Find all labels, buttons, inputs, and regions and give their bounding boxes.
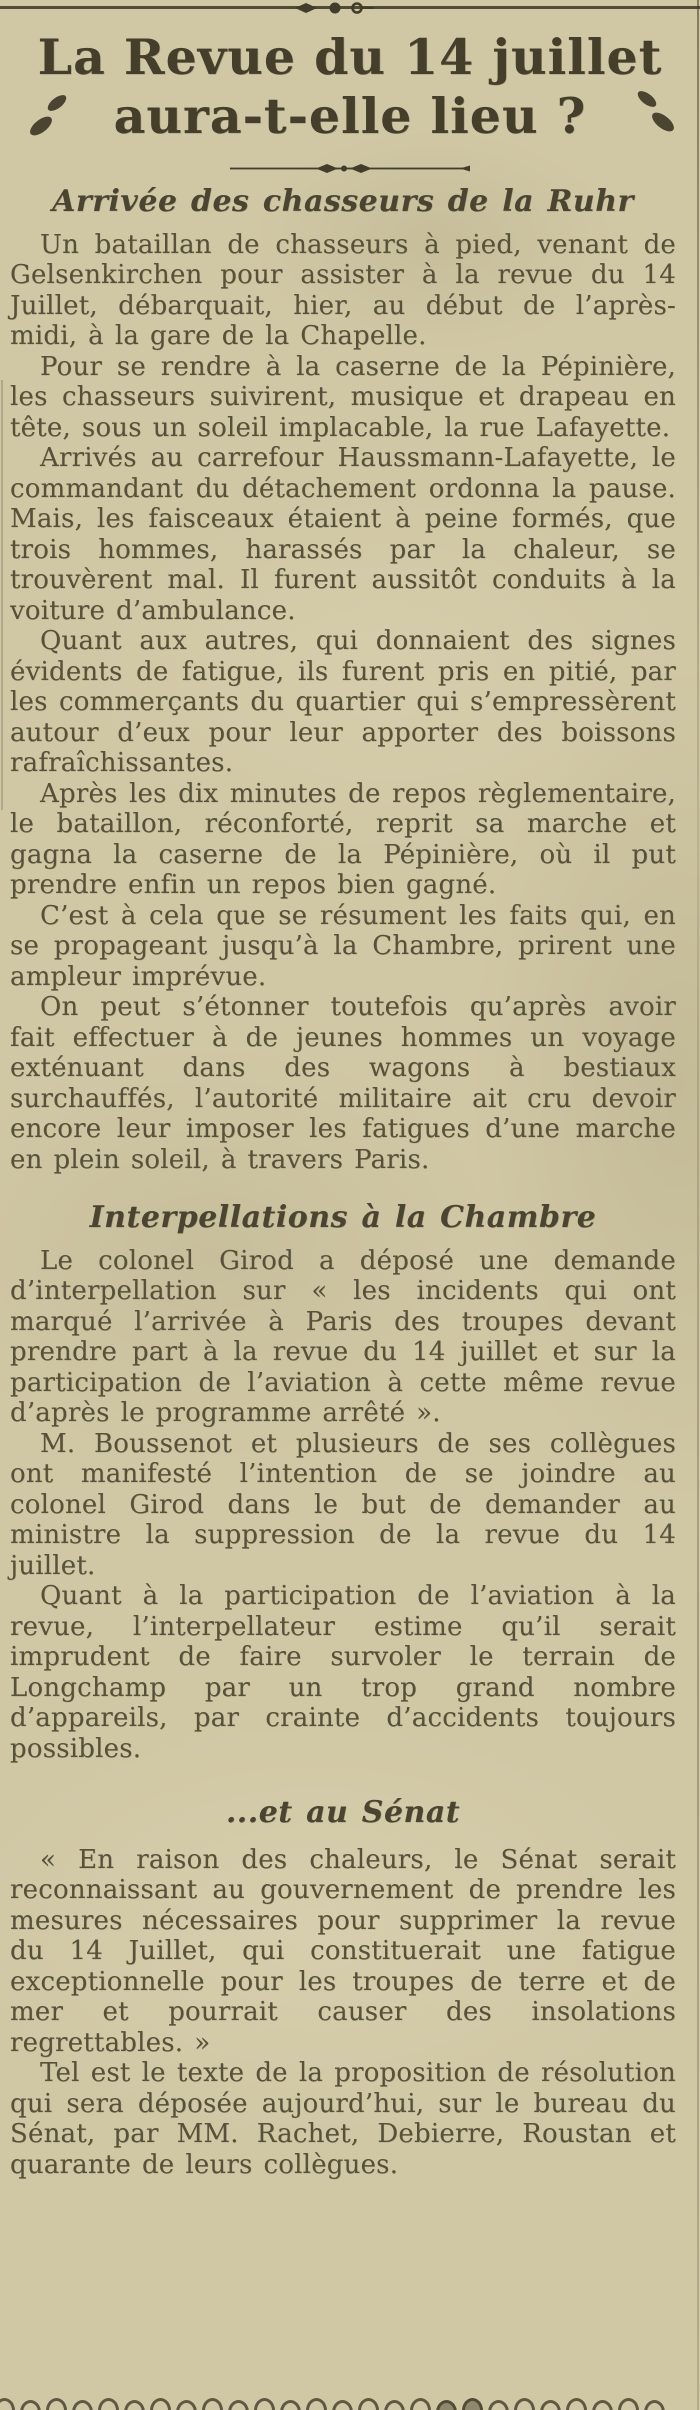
- title-divider: [230, 160, 470, 173]
- circle-ornament-icon: [618, 2398, 639, 2410]
- circle-ornament-icon: [462, 2398, 483, 2410]
- circle-ornament-icon: [514, 2398, 535, 2410]
- circle-ornament-icon: [410, 2398, 431, 2410]
- section-arrivee-chasseurs: [10, 184, 676, 1175]
- paragraph: Arrivés au carrefour Haussmann-Lafayette, le commandant du détachement ordonna la pause. Mais, les faisceaux étaient à peine formés, que trois hommes, harassés par la chaleur, se trouvèrent mal. Il furent aussitôt conduits à la voiture d’ambulance.: [10, 443, 676, 626]
- paragraph: M. Boussenot et plusieurs de ses collègues ont manifesté l’intention de se joindre au colonel Girod dans le but de demander au ministre la suppression de la revue du 14 juillet.: [10, 1428, 676, 1581]
- circle-ornament-icon: [280, 2400, 301, 2410]
- paragraph: On peut s’étonner toutefois qu’après avoir fait effectuer à de jeunes hommes un voyage exténuant dans des wagons à bestiaux surchauffés, l’autorité militaire ait cru devoir encore leur imposer les fatigues d’une marche en plein soleil, à travers Paris.: [10, 992, 676, 1175]
- circle-ornament-icon: [0, 2398, 15, 2410]
- circle-ornament-icon: [228, 2400, 249, 2410]
- paragraph: Quant à la participation de l’aviation à la revue, l’interpellateur estime qu’il serait imprudent de faire survoler le terrain de Longchamp par un trop grand nombre d’appareils, par crainte d’accidents toujours possibles.: [10, 1581, 676, 1764]
- bottom-circle-ornament: [0, 2398, 665, 2410]
- section-heading: Interpellations à la Chambre: [89, 1200, 597, 1235]
- paragraph: Pour se rendre à la caserne de la Pépinière, les chasseurs suivirent, musique et drapeau en tête, sous un soleil implacable, la rue Lafayette.: [10, 351, 676, 443]
- paragraph: Quant aux autres, qui donnaient des signes évidents de fatigue, ils furent pris en pitié, par les commerçants du quartier qui s’empressèrent autour d’eux pour leur apporter des boissons rafraîchissantes.: [10, 626, 676, 778]
- section-interpellations-chambre: [10, 1200, 676, 1764]
- article-title-line2: aura-t-elle lieu ?: [113, 87, 587, 145]
- article-body: [0, 184, 700, 2180]
- circle-ornament-icon: [202, 2398, 223, 2410]
- section-heading: Arrivée des chasseurs de la Ruhr: [52, 184, 634, 219]
- section-et-au-senat: [10, 1795, 676, 2180]
- circle-ornament-icon: [72, 2400, 93, 2410]
- circle-ornament-icon: [540, 2400, 561, 2410]
- circle-ornament-icon: [176, 2400, 197, 2410]
- circle-ornament-icon: [592, 2400, 613, 2410]
- circle-ornament-icon: [566, 2398, 587, 2410]
- paragraph: Tel est le texte de la proposition de résolution qui sera déposée aujourd’hui, sur le bureau du Sénat, par MM. Rachet, Debierre, Roustan et quarante de leurs collègues.: [10, 2058, 676, 2180]
- circle-ornament-icon: [98, 2398, 119, 2410]
- masthead: [0, 0, 700, 173]
- circle-ornament-icon: [254, 2398, 275, 2410]
- column-rule-right: [697, 0, 699, 2410]
- circle-ornament-icon: [358, 2398, 379, 2410]
- leaf-sprig-icon: [630, 86, 678, 138]
- column-rule-left: [1, 380, 3, 810]
- article-title-line1: La Revue du 14 juillet: [37, 28, 663, 86]
- section-heading: ...et au Sénat: [225, 1795, 461, 1830]
- paragraph: « En raison des chaleurs, le Sénat serait reconnaissant au gouvernement de prendre les mesures nécessaires pour supprimer la revue du 14 Juillet, qui constituerait une fatigue exceptionnelle pour les troupes de terre et de mer et pourrait causer des insolations regrettables. »: [10, 1844, 676, 2058]
- paragraph: Un bataillan de chasseurs à pied, venant de Gelsenkirchen pour assister à la revue du 14 Juillet, débarquait, hier, au début de l’après-midi, à la gare de la Chapelle.: [10, 229, 676, 351]
- circle-ornament-icon: [150, 2398, 171, 2410]
- circle-ornament-icon: [436, 2400, 457, 2410]
- circle-ornament-icon: [20, 2400, 41, 2410]
- circle-ornament-icon: [124, 2400, 145, 2410]
- circle-ornament-icon: [306, 2398, 327, 2410]
- circle-ornament-icon: [644, 2400, 665, 2410]
- leaf-sprig-icon: [26, 90, 74, 142]
- divider-ornament-icon: [230, 162, 470, 175]
- circle-ornament-icon: [384, 2400, 405, 2410]
- paragraph: C’est à cela que se résument les faits qui, en se propageant jusqu’à la Chambre, prirent une ampleur imprévue.: [10, 900, 676, 992]
- circle-ornament-icon: [46, 2398, 67, 2410]
- paragraph: Après les dix minutes de repos règlementaire, le bataillon, réconforté, reprit sa marche et gagna la caserne de la Pépinière, où il put prendre enfin un repos bien gagné.: [10, 778, 676, 900]
- circle-ornament-icon: [332, 2400, 353, 2410]
- circle-ornament-icon: [488, 2400, 509, 2410]
- paragraph: Le colonel Girod a déposé une demande d’interpellation sur « les incidents qui ont marqué l’arrivée à Paris des troupes devant prendre part à la revue du 14 juillet et sur la participation de l’aviation à cette même revue d’après le programme arrêté ».: [10, 1245, 676, 1428]
